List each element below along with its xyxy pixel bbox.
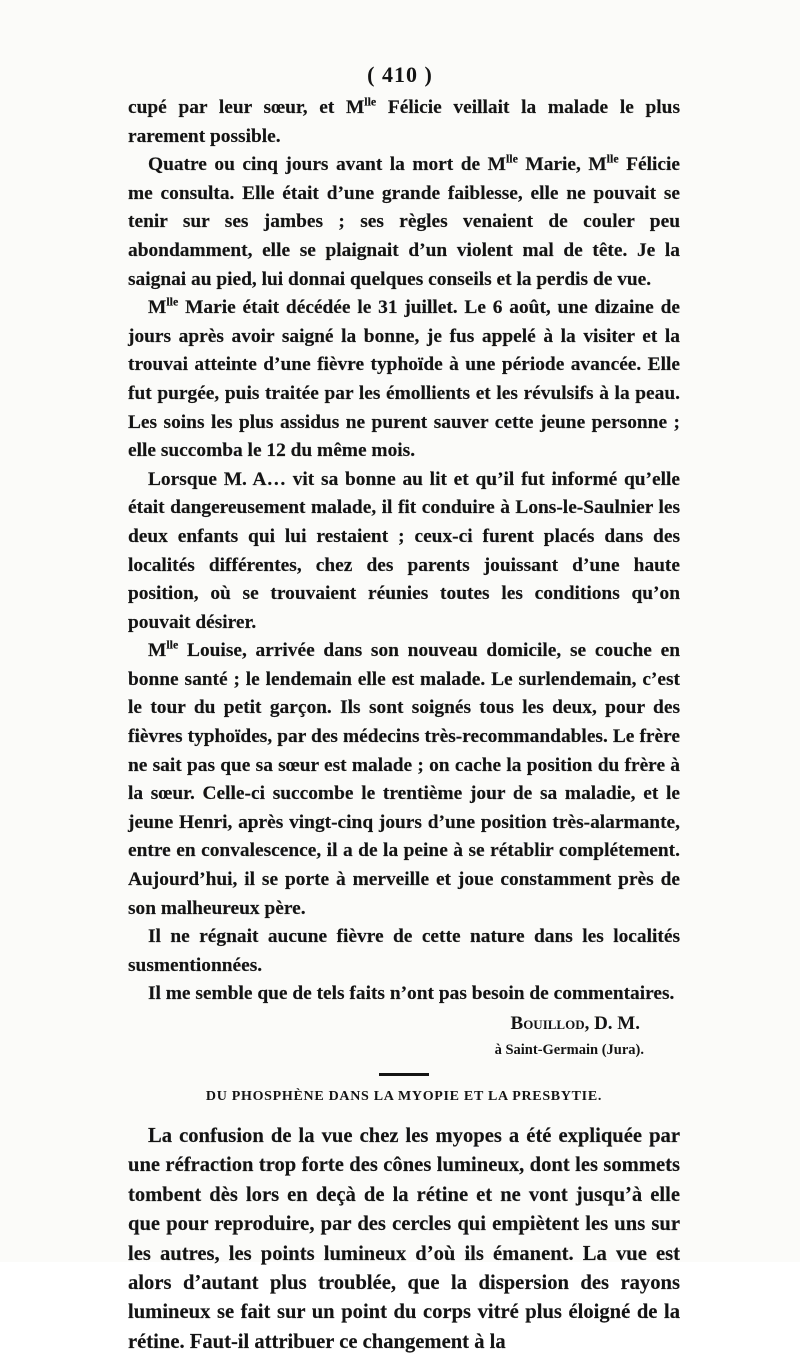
paragraph-text: Félicie veillait la malade le plus rarement possible. (128, 97, 680, 147)
superscript-abbreviation: lle (364, 94, 377, 109)
paragraph-text: Marie était décédée le 31 juillet. Le 6 août, une dizaine de jours après avoir saigné la bonne, je fus appelé à la visiter et la trouvai atteinte d’une fièvre typhoïde à une période avancée. Elle fut purgée, puis traitée par les émollients et les révulsifs à la peau. Les soins les plus assidus ne purent sauver cette jeune personne ; elle succomba le 12 du même mois. (128, 297, 680, 462)
author-signature: Bouillod, D. M. (510, 1013, 640, 1034)
paragraph (128, 466, 680, 638)
superscript-abbreviation: lle (606, 151, 619, 166)
page-number: ( 410 ) (367, 62, 433, 87)
paragraph (128, 923, 680, 980)
superscript-abbreviation: lle (166, 637, 179, 652)
paragraph (128, 980, 680, 1009)
paragraph (128, 637, 680, 923)
paragraph-text: Lorsque M. A… vit sa bonne au lit et qu’il fut informé qu’elle était dangereusement malade, il fit conduire à Lons-le-Saulnier les deux enfants qui lui restaient ; ceux-ci furent placés dans des localités différentes, chez des parents jouissant d’une haute position, où se trouvaient réunies toutes les conditions qu’on pouvait désirer. (128, 468, 680, 633)
section-divider (379, 1073, 429, 1076)
paragraph (128, 294, 680, 466)
paragraph-text: Il ne régnait aucune fièvre de cette nature dans les localités susmentionnées. (128, 926, 680, 976)
superscript-abbreviation: lle (166, 294, 179, 309)
page-text-block (128, 94, 680, 1357)
article-body (128, 94, 680, 1009)
section-title: DU PHOSPHÈNE DANS LA MYOPIE ET LA PRESBYTIE. (205, 1089, 603, 1104)
paragraph-text: Marie, M (517, 154, 607, 176)
paragraph-text: M (148, 297, 167, 319)
section-body (128, 1122, 680, 1357)
paragraph-text: Félicie me consulta. Elle était d’une grande faiblesse, elle ne pouvait se tenir sur ses jambes ; ses règles venaient de couler peu abondamment, elle se plaignait d’un violent mal de tête. Je la saignai au pied, lui donnai quelques conseils et la perdis de vue. (128, 154, 680, 290)
paragraph-text: cupé par leur sœur, et M (128, 97, 365, 118)
paragraph (128, 151, 680, 294)
paragraph-text: Louise, arrivée dans son nouveau domicile, se couche en bonne santé ; le lendemain elle est malade. Le surlendemain, c’est le tour du petit garçon. Ils sont soignés tous les deux, pour des fièvres typhoïdes, par des médecins très-recommandables. Le frère ne sait pas que sa sœur est malade ; on cache la position du frère à la sœur. Celle-ci succombe le trentième jour de sa maladie, et le jeune Henri, après vingt-cinq jours d’une position très-alarmante, entre en convalescence, il a de la peine à se rétablir complétement. Aujourd’hui, il se porte à merveille et joue constamment près de son malheureux père. (128, 640, 680, 919)
paragraph-text: Il me semble que de tels faits n’ont pas besoin de commentaires. (148, 983, 675, 1005)
paragraph-text: M (148, 640, 167, 662)
paragraph (128, 94, 680, 151)
section-paragraph: La confusion de la vue chez les myopes a été expliquée par une réfraction trop forte des cônes lumineux, dont les sommets tombent dès lors en deçà de la rétine et ne vont jusqu’à elle que pour reproduire, par des cercles qui empiètent les uns sur les autres, les points lumineux d’où ils émanent. La vue est alors d’autant plus troublée, que la dispersion des rayons lumineux se fait sur un point du corps vitré plus éloigné de la rétine. Faut-il attribuer ce changement à la (128, 1125, 680, 1353)
superscript-abbreviation: lle (505, 151, 518, 166)
paragraph-text: Quatre ou cinq jours avant la mort de M (148, 154, 506, 176)
author-location: à Saint-Germain (Jura). (494, 1042, 644, 1058)
